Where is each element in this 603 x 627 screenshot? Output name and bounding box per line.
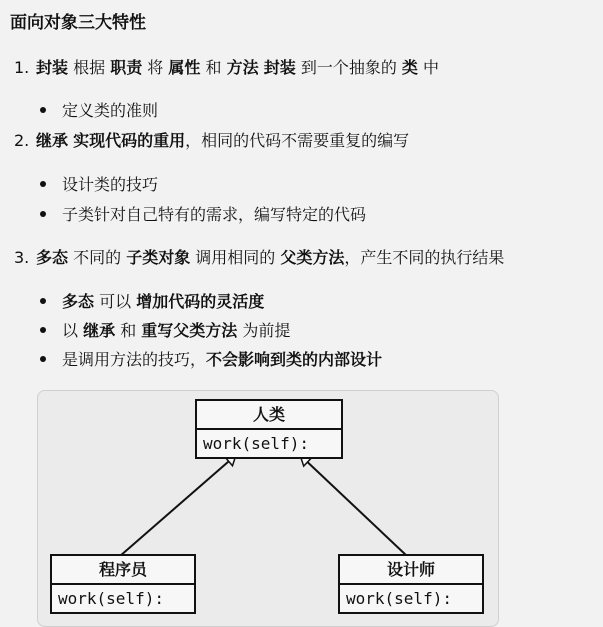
- class-method: work(self):: [58, 589, 164, 608]
- keyword: 职责: [110, 58, 143, 77]
- keyword: 继承: [83, 321, 116, 340]
- text: 调用相同的: [190, 248, 281, 267]
- list-item-inheritance: [14, 128, 409, 151]
- text: 设计类的技巧: [62, 175, 159, 194]
- keyword: 不会影响到类的内部设计: [206, 350, 383, 369]
- bullet-item: [40, 318, 290, 341]
- text: 不同的: [68, 248, 127, 267]
- keyword: 子类对象: [126, 248, 191, 267]
- text: 以: [62, 321, 84, 340]
- class-method: work(self):: [346, 589, 452, 608]
- text: 和: [115, 321, 142, 340]
- keyword: 类: [401, 58, 418, 77]
- class-method: work(self):: [203, 434, 309, 453]
- keyword: 增加代码的灵活度: [136, 292, 265, 311]
- arrow-line-left: [120, 455, 236, 556]
- keyword: 父类方法: [280, 248, 345, 267]
- page-title: 面向对象三大特性: [10, 13, 146, 33]
- keyword: 重写父类方法: [141, 321, 238, 340]
- keyword: 封装: [36, 58, 69, 77]
- keyword: 多态: [62, 292, 95, 311]
- bullet-item: [40, 172, 158, 195]
- bullet-item: [40, 347, 382, 370]
- text: 中: [417, 58, 440, 77]
- bullet-item: [40, 289, 264, 312]
- arrow-line-right: [300, 455, 407, 556]
- class-name: 程序员: [52, 556, 194, 585]
- text: 根据: [68, 58, 111, 77]
- item-number: 1.: [14, 58, 30, 77]
- list-item-encapsulation: [14, 55, 439, 78]
- class-box-parent: [195, 399, 343, 459]
- text: 为前提: [237, 321, 291, 340]
- text: 可以: [94, 292, 137, 311]
- keyword: 多态: [36, 248, 69, 267]
- keyword: 封装: [263, 58, 296, 77]
- item-number: 2.: [14, 131, 30, 150]
- bullet-item: [40, 202, 366, 225]
- uml-diagram: [37, 390, 499, 627]
- text: 到一个抽象的: [295, 58, 402, 77]
- keyword: 属性: [168, 58, 201, 77]
- list-item-polymorphism: [14, 245, 504, 268]
- keyword: 方法: [226, 58, 259, 77]
- class-box-designer: [338, 554, 484, 614]
- text: ，相同的代码不需要重复的编写: [185, 131, 410, 150]
- text: 和: [200, 58, 227, 77]
- class-name: 设计师: [340, 556, 482, 585]
- text: 定义类的准则: [62, 101, 159, 120]
- text: ，产生不同的执行结果: [344, 248, 505, 267]
- text: 是调用方法的技巧，: [62, 350, 207, 369]
- text: 子类针对自己特有的需求，编写特定的代码: [62, 205, 367, 224]
- class-box-programmer: [50, 554, 196, 614]
- text: 将: [142, 58, 169, 77]
- keyword: 实现代码的重用: [73, 131, 186, 150]
- bullet-item: [40, 98, 158, 121]
- class-name: 人类: [197, 401, 341, 430]
- item-number: 3.: [14, 248, 30, 267]
- keyword: 继承: [36, 131, 69, 150]
